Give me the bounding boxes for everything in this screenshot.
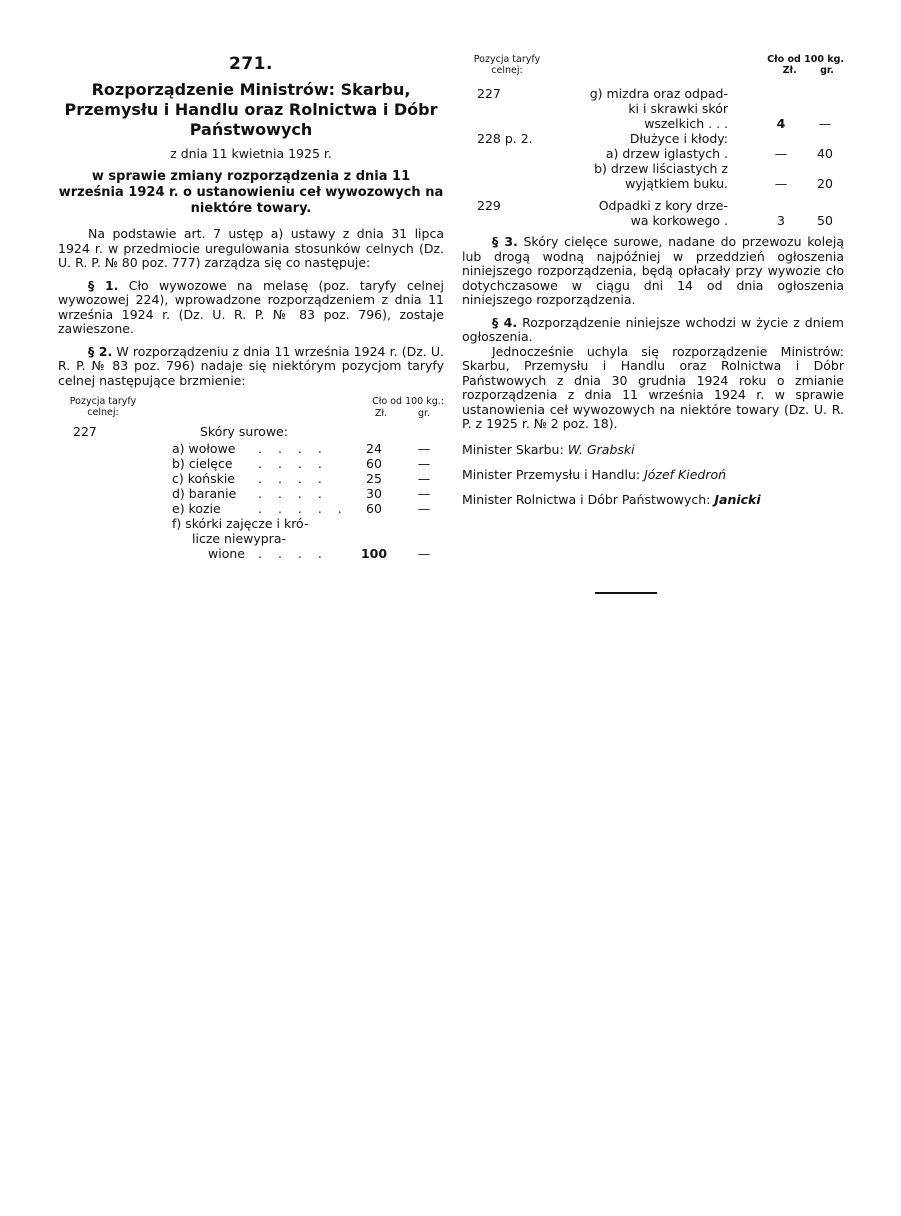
paragraph-1-label: § 1. xyxy=(88,277,119,293)
left-group-label: Skóry surowe: xyxy=(200,424,288,439)
right-head-gr: gr. xyxy=(820,65,834,76)
signature-name: W. Grabski xyxy=(567,441,635,457)
table-row: c) końskie . . . . 25 — xyxy=(172,471,431,486)
signature-przemyslu: Minister Przemysłu i Handlu: Józef Kiedroń xyxy=(462,466,727,482)
signature-skarbu: Minister Skarbu: W. Grabski xyxy=(462,441,635,457)
intro-paragraph: Na podstawie art. 7 ustęp a) ustawy z dnia 31 lipca 1924 r. w przedmiocie uregulowania stosunków celnych (Dz. U. R. P. № 80 poz. 777) zarządza się co następuje: xyxy=(58,226,444,270)
left-head-zl: Zł. xyxy=(374,408,388,419)
left-head-position-2: celnej: xyxy=(87,407,119,418)
left-head-duty: Cło od 100 kg.: xyxy=(372,396,444,407)
table-row: licze niewypra- xyxy=(192,531,286,546)
table-row: d) baranie . . . . 30 — xyxy=(172,486,431,501)
right-head-zl: Zł. xyxy=(782,65,797,76)
left-column xyxy=(58,54,444,561)
act-subject: w sprawie zmiany rozporządzenia z dnia 11 września 1924 r. o ustanowieniu ceł wywozowych na niektóre towary. xyxy=(58,169,444,216)
right-column xyxy=(462,54,844,517)
paragraph-2-text: W rozporządzeniu z dnia 11 września 1924 r. (Dz. U. R. P. № 83 poz. 796) nadaje się niektórym pozycjom taryfy celnej następujące brzmienie: xyxy=(58,343,444,388)
table-row: 228 p. 2. Dłużyce i kłody: xyxy=(477,131,728,146)
act-title: Rozporządzenie Ministrów: Skarbu, Przemysłu i Handlu oraz Rolnictwa i Dóbr Państwowych xyxy=(64,80,438,139)
paragraph-3-text: Skóry cielęce surowe, nadane do przewozu koleją lub drogą wodną najpóźniej w przeddzień ogłoszenia niniejszego rozporządzenia, będą opłacały przy wywozie cło dotychczasowe w ciągu dni 14 od dnia ogłoszenia niniejszego rozporządzenia. xyxy=(462,234,844,307)
table-row: b) cielęce . . . . 60 — xyxy=(172,456,431,471)
table-row: e) kozie . . . . . 60 — xyxy=(172,501,431,516)
table-row: a) wołowe . . . . 24 — xyxy=(172,441,431,456)
table-row: wione . . . . 100 — xyxy=(208,546,431,561)
signature-name: Janicki xyxy=(714,491,761,507)
act-number: 271. xyxy=(229,54,273,74)
right-head-position-2: celnej: xyxy=(491,65,523,76)
left-head-position: Pozycja taryfy xyxy=(69,396,137,407)
paragraph-4-repeal: Jednocześnie uchyla się rozporządzenie Ministrów: Skarbu, Przemysłu i Handlu oraz Rolnictwa i Dóbr Państwowych z dnia 30 grudnia 1924 roku o zmianie rozporządzenia z dnia 11 września 1924 r. w sprawie ustanowienia ceł wywozowych na niektóre towary (Dz. U. R. P. z 1925 r. № 2 poz. 18). xyxy=(462,343,844,431)
right-head-position: Pozycja taryfy xyxy=(473,54,541,65)
paragraph-4 xyxy=(462,316,844,345)
signature-name: Józef Kiedroń xyxy=(644,466,727,482)
table-row: wa korkowego . 3 50 xyxy=(630,213,833,228)
paragraph-3-label: § 3. xyxy=(492,234,518,249)
paragraph-1-text: Cło wywozowe na melasę (poz. taryfy celnej wywozowej 224), wprowadzone rozporządzeniem z dnia 11 września 1924 r. (Dz. U. R. P. № 83 poz. 796), zostaje zawieszone. xyxy=(58,277,444,336)
end-rule xyxy=(595,592,657,594)
paragraph-3 xyxy=(462,235,844,308)
right-table-header xyxy=(462,54,844,86)
table-row xyxy=(58,424,444,441)
left-position-227: 227 xyxy=(73,424,97,439)
left-head-gr: gr. xyxy=(417,408,431,419)
table-row: ki i skrawki skór xyxy=(628,101,728,116)
paragraph-1 xyxy=(58,279,444,337)
table-row: b) drzew liściastych z xyxy=(594,161,728,176)
table-row: 227 g) mizdra oraz odpad- xyxy=(477,86,728,101)
paragraph-2 xyxy=(58,345,444,389)
act-date: z dnia 11 kwietnia 1925 r. xyxy=(170,146,332,161)
table-row: a) drzew iglastych . — 40 xyxy=(605,146,833,161)
paragraph-2-label: § 2. xyxy=(88,343,113,359)
signature-rolnictwa: Minister Rolnictwa i Dóbr Państwowych: Janicki xyxy=(462,491,761,507)
table-row: wszelkich . . . 4 — xyxy=(644,116,832,131)
table-row: f) skórki zajęcze i kró- xyxy=(172,516,309,531)
paragraph-4-label: § 4. xyxy=(492,314,518,330)
table-row: 229 Odpadki z kory drze- xyxy=(477,198,728,213)
right-head-duty: Cło od 100 kg. xyxy=(767,54,844,65)
paragraph-4-text: Rozporządzenie niniejsze wchodzi w życie z dniem ogłoszenia. xyxy=(462,314,844,344)
left-table-header xyxy=(58,396,444,424)
table-row: wyjątkiem buku. — 20 xyxy=(625,176,833,191)
